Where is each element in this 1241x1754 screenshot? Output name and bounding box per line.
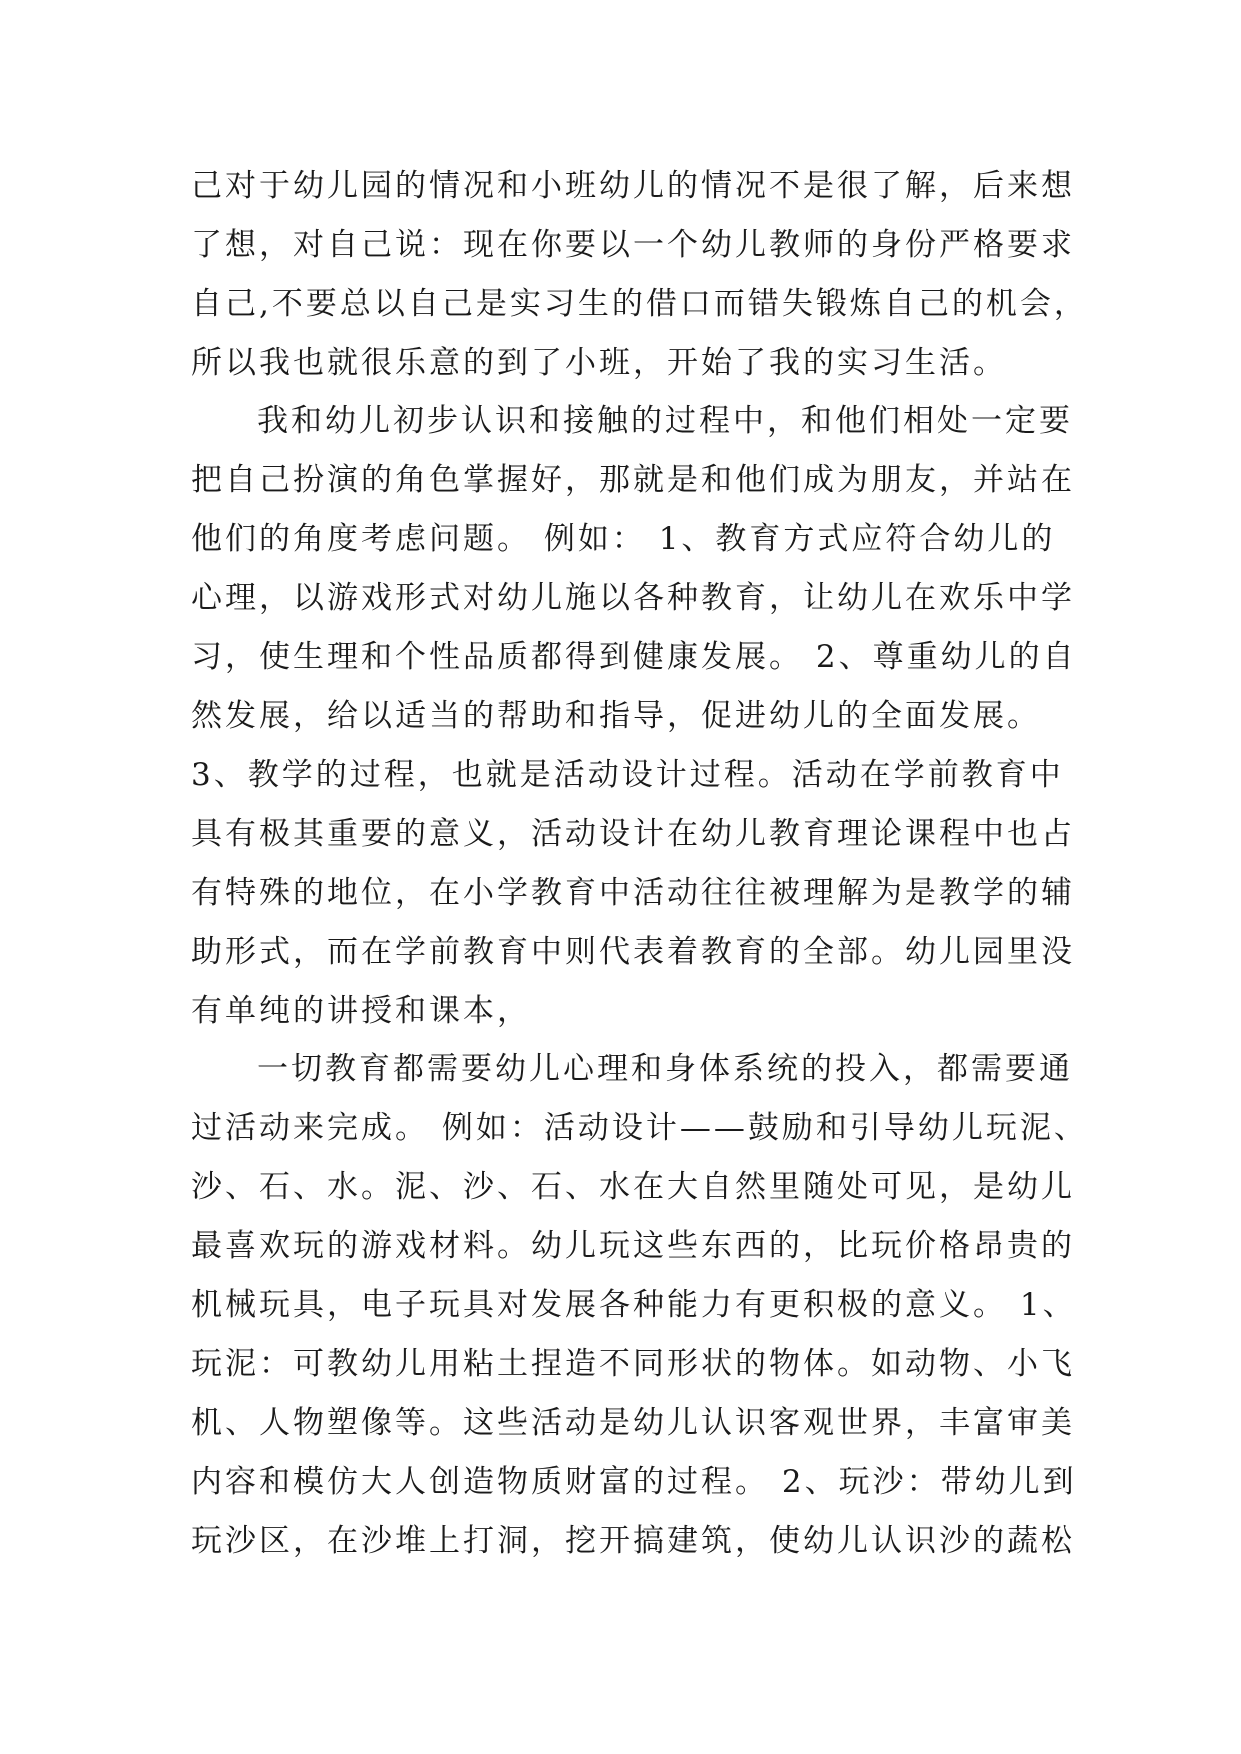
text-line: 有特殊的地位，在小学教育中活动往往被理解为是教学的辅 bbox=[191, 875, 1075, 911]
text-line: 具有极其重要的意义，活动设计在幼儿教育理论课程中也占 bbox=[191, 816, 1075, 852]
paragraph bbox=[191, 392, 1091, 1041]
text-line: 所以我也就很乐意的到了小班，开始了我的实习生活。 bbox=[191, 345, 1007, 381]
text-line: 自己,不要总以自己是实习生的借口而错失锻炼自己的机会， bbox=[191, 286, 1088, 322]
text-line: 我和幼儿初步认识和接触的过程中，和他们相处一定要 bbox=[257, 403, 1073, 439]
text-line: 3、教学的过程，也就是活动设计过程。活动在学前教育中 bbox=[191, 757, 1064, 793]
text-line: 玩沙区，在沙堆上打洞，挖开搞建筑，使幼儿认识沙的蔬松 bbox=[191, 1523, 1075, 1559]
text-line: 助形式，而在学前教育中则代表着教育的全部。幼儿园里没 bbox=[191, 934, 1075, 970]
text-line: 机械玩具，电子玩具对发展各种能力有更积极的意义。 1、 bbox=[191, 1287, 1077, 1323]
text-line: 内容和模仿大人创造物质财富的过程。 2、玩沙：带幼儿到 bbox=[191, 1464, 1077, 1500]
text-line: 心理，以游戏形式对幼儿施以各种教育，让幼儿在欢乐中学 bbox=[191, 580, 1075, 616]
text-line: 最喜欢玩的游戏材料。幼儿玩这些东西的，比玩价格昂贵的 bbox=[191, 1228, 1075, 1264]
text-line: 机、人物塑像等。这些活动是幼儿认识客观世界，丰富审美 bbox=[191, 1405, 1075, 1441]
text-line: 他们的角度考虑问题。 例如： 1、教育方式应符合幼儿的 bbox=[191, 521, 1056, 557]
paragraph bbox=[191, 1040, 1091, 1571]
text-line: 然发展，给以适当的帮助和指导，促进幼儿的全面发展。 bbox=[191, 698, 1041, 734]
text-line: 沙、石、水。泥、沙、石、水在大自然里随处可见，是幼儿 bbox=[191, 1169, 1075, 1205]
text-line: 习，使生理和个性品质都得到健康发展。 2、尊重幼儿的自 bbox=[191, 639, 1077, 675]
text-line: 过活动来完成。 例如：活动设计——鼓励和引导幼儿玩泥、 bbox=[191, 1110, 1088, 1146]
text-line: 己对于幼儿园的情况和小班幼儿的情况不是很了解，后来想 bbox=[191, 168, 1075, 204]
text-line: 有单纯的讲授和课本， bbox=[191, 993, 531, 1029]
text-line: 了想，对自己说：现在你要以一个幼儿教师的身份严格要求 bbox=[191, 227, 1075, 263]
paragraph-continuation bbox=[191, 157, 1091, 393]
text-line: 一切教育都需要幼儿心理和身体系统的投入，都需要通 bbox=[257, 1051, 1073, 1087]
text-line: 把自己扮演的角色掌握好，那就是和他们成为朋友，并站在 bbox=[191, 462, 1075, 498]
text-line: 玩泥：可教幼儿用粘土捏造不同形状的物体。如动物、小飞 bbox=[191, 1346, 1075, 1382]
